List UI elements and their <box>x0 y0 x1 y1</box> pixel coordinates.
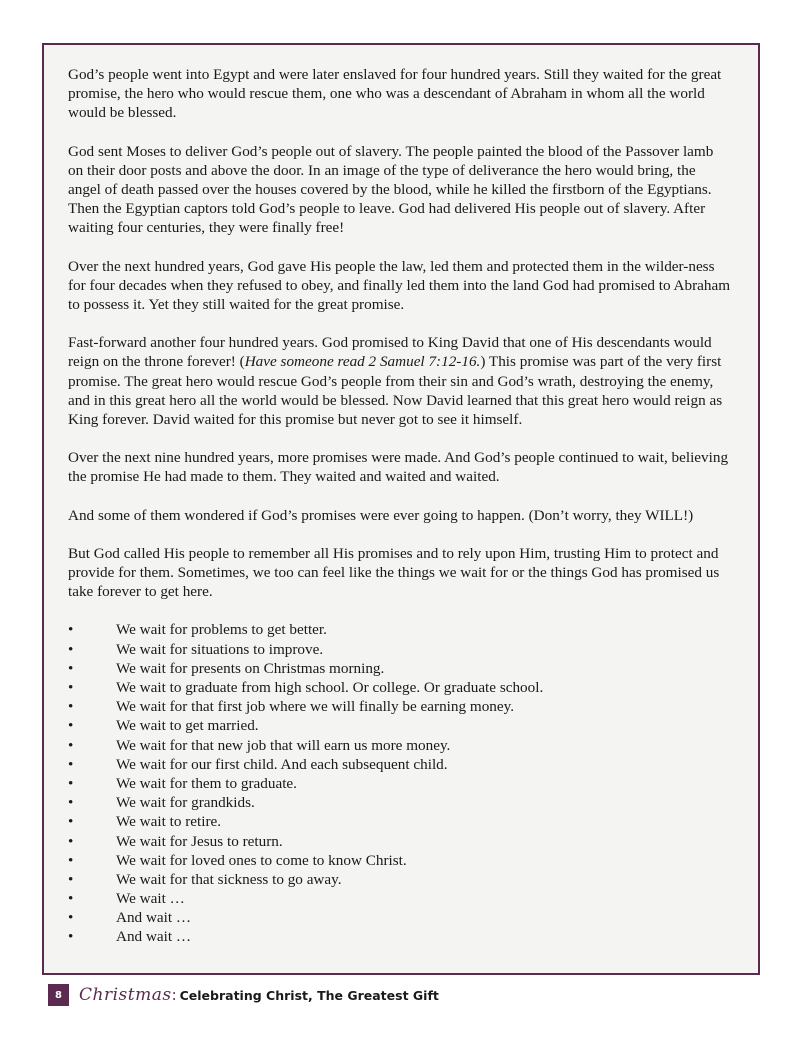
page-number: 8 <box>48 984 69 1006</box>
list-item-text: We wait for situations to improve. <box>116 640 324 658</box>
bullet-icon: • <box>68 736 74 754</box>
paragraph-moses: God sent Moses to deliver God’s people out of slavery. The people painted the blood of the Passover lamb on their door posts and above the door. In an image of the type of deliverance the hero would bring, the angel of death passed over the houses covered by the blood, while he killed the firstborn of the Egyptians. Then the Egyptian captors told God’s people to leave. God had delivered His people out of slavery. After waiting four centuries, they were finally free! <box>68 142 714 237</box>
paragraph-david <box>68 333 732 429</box>
paragraph-wondered: And some of them wondered if God’s promises were ever going to happen. (Don’t worry, they WILL!) <box>68 506 694 524</box>
list-item <box>68 736 732 755</box>
bullet-icon: • <box>68 928 74 946</box>
list-item <box>68 889 732 908</box>
list-item-text: And wait … <box>116 928 192 946</box>
list-item <box>68 832 732 851</box>
list-item <box>68 716 732 735</box>
list-item-text: We wait for our first child. And each subsequent child. <box>116 755 448 773</box>
list-item-text: We wait … <box>116 890 185 908</box>
paragraph-nine-hundred-years: Over the next nine hundred years, more promises were made. And God’s people continued to wait, believing the promise He had made to them. They waited and waited and waited. <box>68 449 729 486</box>
series-title: Christmas <box>79 985 172 1005</box>
bullet-icon: • <box>68 755 74 773</box>
bullet-icon: • <box>68 621 74 639</box>
bullet-icon: • <box>68 659 74 677</box>
bullet-icon: • <box>68 870 74 888</box>
bullet-icon: • <box>68 774 74 792</box>
list-item <box>68 659 732 678</box>
list-item <box>68 620 732 639</box>
bullet-icon: • <box>68 890 74 908</box>
list-item <box>68 908 732 927</box>
list-item-text: We wait to retire. <box>116 813 222 831</box>
body-text <box>68 65 732 947</box>
list-item <box>68 697 732 716</box>
paragraph-egypt: God’s people went into Egypt and were later enslaved for four hundred years. Still they waited for the great promise, the hero who would rescue them, one who was a descendant of Abraham in whom all the world would be blessed. <box>68 66 722 122</box>
list-item-text: We wait for presents on Christmas morning. <box>116 659 385 677</box>
bullet-icon: • <box>68 679 74 697</box>
paragraph-law: Over the next hundred years, God gave His people the law, led them and protected them in the wilder-ness for four decades when they refused to obey, and finally led them into the land God had promised to Abraham to possess it. Yet they still waited for the great promise. <box>68 257 731 314</box>
bullet-icon: • <box>68 640 74 658</box>
bullet-icon: • <box>68 909 74 927</box>
paragraph-david-end: ) This promise was part of the very first promise. The great hero would rescue God’s people from their sin and God’s wrath, destroying the enemy, and in this great hero all the world would be blessed. Now David learned that this great hero would reign as King forever. David waited for this promise but never got to see it himself. <box>68 353 723 429</box>
bullet-icon: • <box>68 717 74 735</box>
list-item <box>68 640 732 659</box>
list-item <box>68 774 732 793</box>
list-item <box>68 851 732 870</box>
list-item-text: We wait to get married. <box>116 717 259 735</box>
list-item-text: We wait for problems to get better. <box>116 621 327 639</box>
bullet-icon: • <box>68 832 74 850</box>
list-item-text: We wait for Jesus to return. <box>116 832 283 850</box>
series-colon: : <box>171 986 177 1004</box>
paragraph-david-start: Fast-forward another four hundred years. God promised to King David that one of His descendants would reign on the throne forever! ( <box>68 334 712 371</box>
page-footer <box>48 984 439 1006</box>
wait-list <box>68 620 732 946</box>
list-item <box>68 793 732 812</box>
bullet-icon: • <box>68 794 74 812</box>
list-item-text: We wait to graduate from high school. Or college. Or graduate school. <box>116 679 544 697</box>
list-item <box>68 927 732 946</box>
scripture-reference: Have someone read 2 Samuel 7:12-16. <box>244 353 481 371</box>
list-item-text: We wait for that sickness to go away. <box>116 870 342 888</box>
bullet-icon: • <box>68 698 74 716</box>
series-subtitle: Celebrating Christ, The Greatest Gift <box>179 987 439 1003</box>
bullet-icon: • <box>68 851 74 869</box>
list-item <box>68 870 732 889</box>
list-item-text: And wait … <box>116 909 192 927</box>
list-item-text: We wait for grandkids. <box>116 794 255 812</box>
list-item <box>68 812 732 831</box>
list-item <box>68 755 732 774</box>
list-item-text: We wait for them to graduate. <box>116 774 297 792</box>
list-item-text: We wait for that new job that will earn us more money. <box>116 736 451 754</box>
list-item-text: We wait for loved ones to come to know Christ. <box>116 851 407 869</box>
paragraph-remember: But God called His people to remember all His promises and to rely upon Him, trusting Him to protect and provide for them. Sometimes, we too can feel like the things we wait for or the things God has promised us take forever to get here. <box>68 544 720 601</box>
list-item-text: We wait for that first job where we will finally be earning money. <box>116 698 515 716</box>
bullet-icon: • <box>68 813 74 831</box>
page-frame <box>42 43 760 975</box>
list-item <box>68 678 732 697</box>
